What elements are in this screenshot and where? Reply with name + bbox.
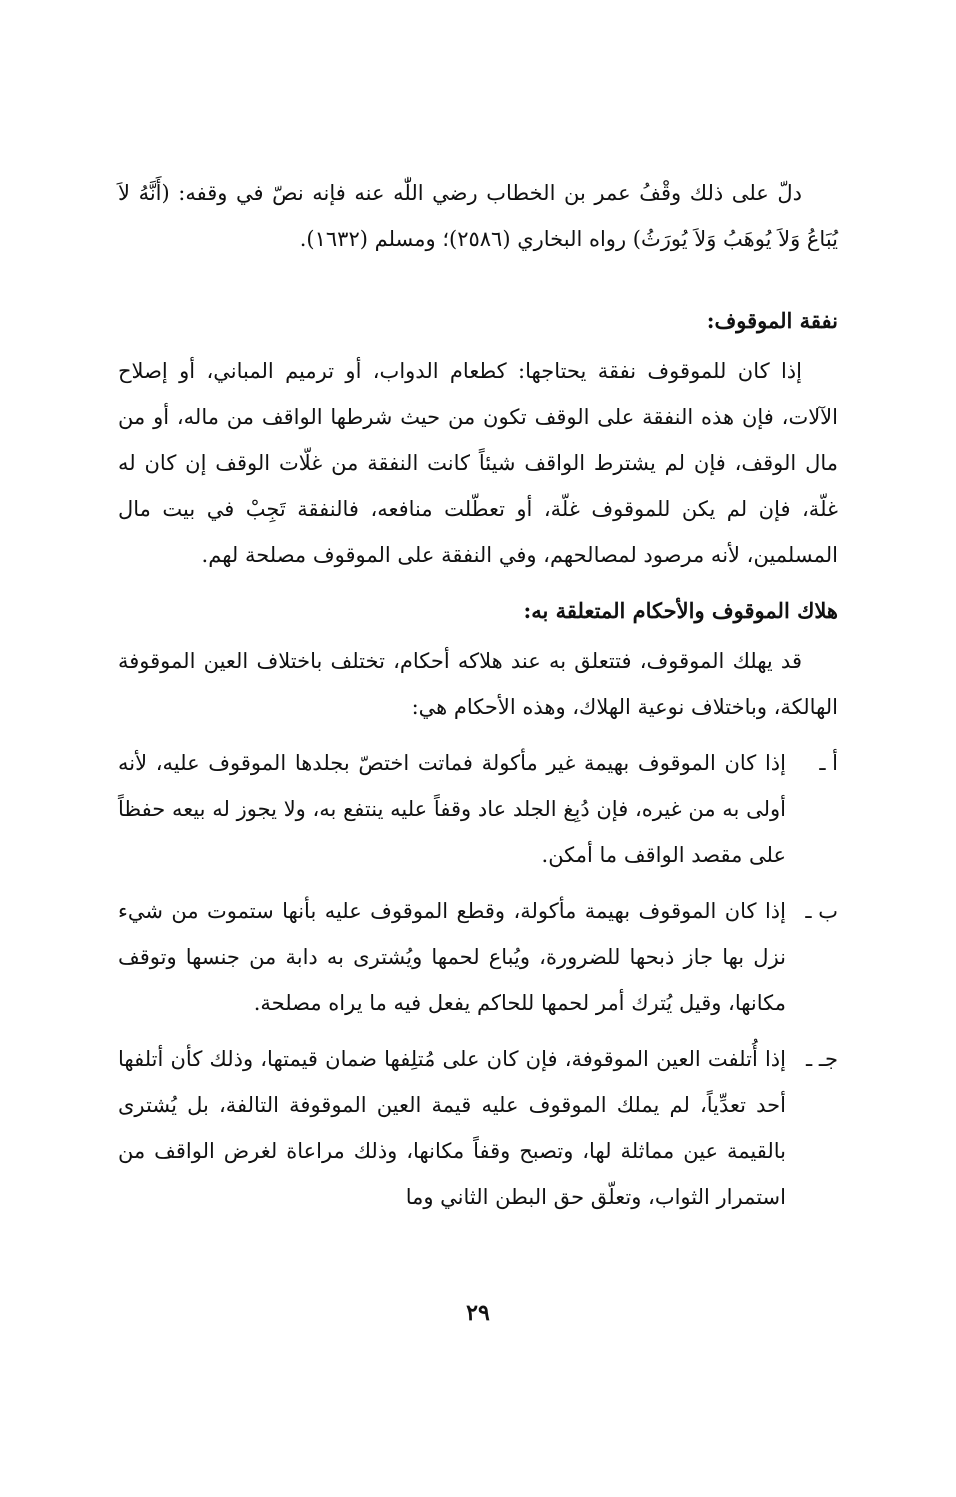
list-item-ba [118, 888, 838, 1026]
page-body [118, 170, 838, 1220]
list-item-text: إذا أُتلفت العين الموقوفة، فإن كان على مُتلِفها ضمان قيمتها، وذلك كأن أتلفها أحد تعدِّياً، لم يملك الموقوف عليه قيمة العين الموقوفة التالفة، بل يُشترى بالقيمة عين مماثلة لها، وتصبح وقفاً مكانها، وذلك مراعاة لغرض الواقف من استمرار الثواب، وتعلّق حق البطن الثاني وما [118, 1047, 786, 1209]
expense-paragraph: إذا كان للموقوف نفقة يحتاجها: كطعام الدواب، أو ترميم المباني، أو إصلاح الآلات، فإن هذه النفقة على الوقف تكون من حيث شرطها الواقف من ماله، أو من مال الوقف، فإن لم يشترط الواقف شيئاً كانت النفقة من غلّات الوقف إن كان له غلّة، فإن لم يكن للموقوف غلّة، أو تعطّلت منافعه، فالنفقة تَجِبْ في بيت مال المسلمين، لأنه مرصود لمصالحهم، وفي النفقة على الموقوف مصلحة لهم. [118, 359, 838, 567]
section-heading-destruction: هلاك الموقوف والأحكام المتعلقة به: [523, 598, 838, 623]
list-marker: أ ـ [819, 751, 838, 775]
destruction-paragraph: قد يهلك الموقوف، فتتعلق به عند هلاكه أحكام، تختلف باختلاف العين الموقوفة الهالكة، وباختلاف نوعية الهلاك، وهذه الأحكام هي: [118, 649, 838, 719]
list-item-alif [118, 740, 838, 878]
list-item-text: إذا كان الموقوف بهيمة غير مأكولة فماتت اختصّ بجلدها الموقوف عليه، لأنه أولى به من غيره، فإن دُبِغ الجلد عاد وقفاً عليه ينتفع به، ولا يجوز له بيعه حفظاً على مقصد الواقف ما أمكن. [118, 751, 786, 867]
list-item-jim [118, 1036, 838, 1220]
intro-paragraph: دلّ على ذلك وقْفُ عمر بن الخطاب رضي اللّٰه عنه فإنه نصّ في وقفه: (أَنَّهُ لاَ يُبَاعُ وَلاَ يُوهَبُ وَلاَ يُورَثُ) رواه البخاري (٢٥٨٦)؛ ومسلم (١٦٣٢). [118, 181, 838, 251]
list-item-text: إذا كان الموقوف بهيمة مأكولة، وقطع الموقوف عليه بأنها ستموت من شيء نزل بها جاز ذبحها للضرورة، ويُباع لحمها ويُشترى به دابة من جنسها وتوقف مكانها، وقيل يُترك أمر لحمها للحاكم يفعل فيه ما يراه مصلحة. [118, 899, 786, 1015]
list-marker: جـ ـ [806, 1047, 838, 1071]
list-marker: ب ـ [805, 899, 838, 923]
section-heading-expense: نفقة الموقوف: [706, 308, 838, 333]
page-number: ٢٩ [466, 1300, 490, 1326]
